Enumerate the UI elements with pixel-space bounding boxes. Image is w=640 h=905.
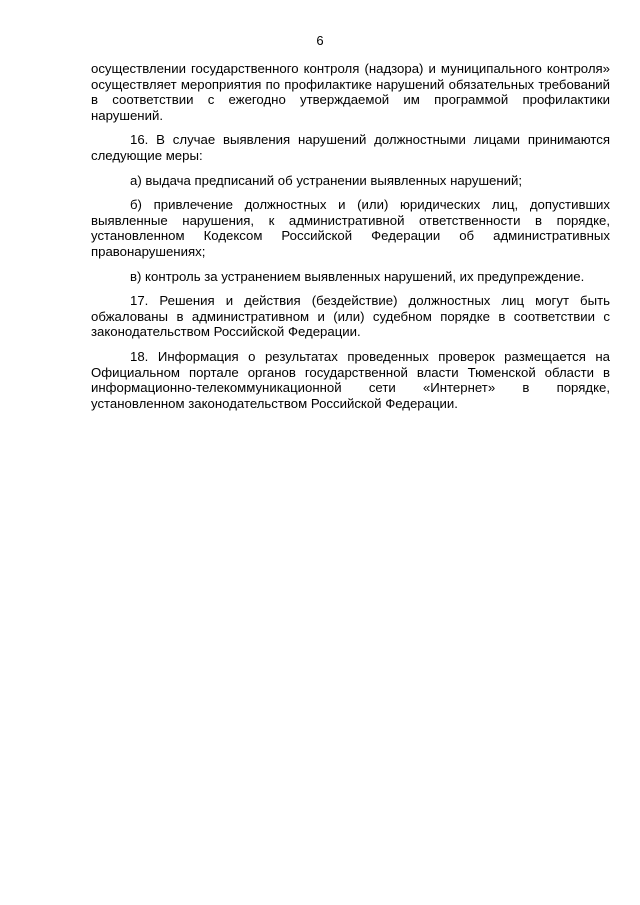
list-item-v: в) контроль за устранением выявленных нарушений, их предупреждение. <box>130 268 585 284</box>
page-number: 6 <box>316 33 324 48</box>
paragraph-continuation: осуществлении государственного контроля (надзора) и муниципального контроля» осуществляет мероприятия по профилактике нарушений обязательных требований в соответствии с ежегодно утверждаемой им программой профилактики нарушений. <box>91 61 610 123</box>
document-body <box>91 61 610 420</box>
paragraph-18: 18. Информация о результатах проведенных проверок размещается на Официальном портале органов государственной власти Тюменской области в информационно-телекоммуникационной сети «Интернет» в порядке, установленном законодательством Российской Федерации. <box>91 348 610 411</box>
paragraph-16: 16. В случае выявления нарушений должностными лицами принимаются следующие меры: <box>91 132 610 163</box>
paragraph-17: 17. Решения и действия (бездействие) должностных лиц могут быть обжалованы в административном и (или) судебном порядке в соответствии с законодательством Российской Федерации. <box>91 293 610 340</box>
list-item-b: б) привлечение должностных и (или) юридических лиц, допустивших выявленные нарушения, к административной ответственности в порядке, установленном Кодексом Российской Федерации об административных правонарушениях; <box>91 197 610 259</box>
list-item-a: а) выдача предписаний об устранении выявленных нарушений; <box>130 172 523 188</box>
